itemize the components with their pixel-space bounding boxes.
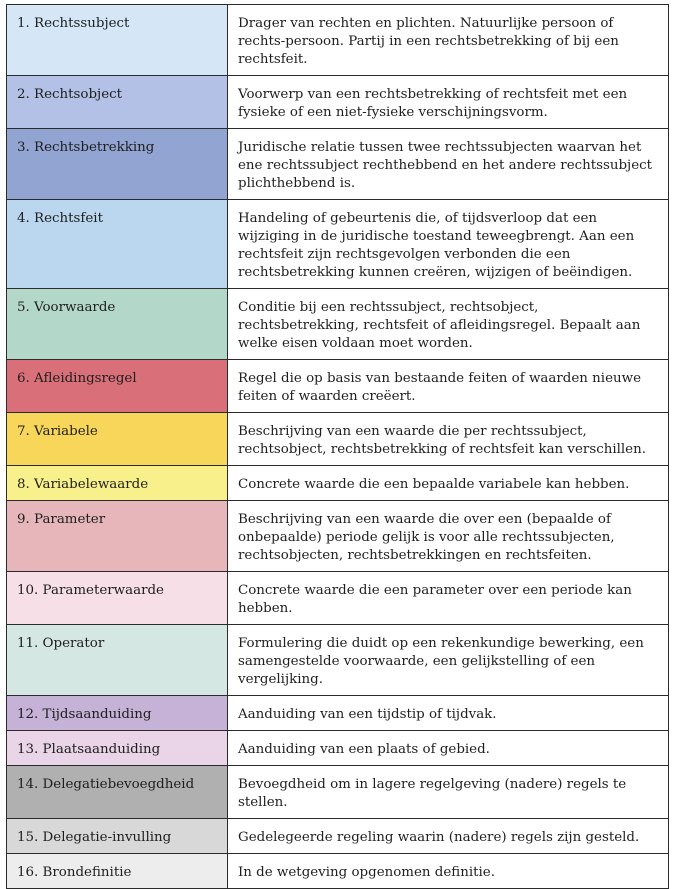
definition-cell: Bevoegdheid om in lagere regelgeving (nadere) regels te stellen. bbox=[228, 766, 669, 819]
definition-cell: Gedelegeerde regeling waarin (nadere) regels zijn gesteld. bbox=[228, 819, 669, 854]
table-row bbox=[7, 572, 669, 625]
table-row bbox=[7, 731, 669, 766]
term-cell: 16. Brondefinitie bbox=[7, 854, 228, 889]
table-row bbox=[7, 854, 669, 889]
term-cell: 9. Parameter bbox=[7, 501, 228, 572]
definition-cell: Concrete waarde die een bepaalde variabele kan hebben. bbox=[228, 466, 669, 501]
table-row bbox=[7, 766, 669, 819]
definitions-table-body bbox=[7, 5, 669, 889]
definitions-table-container bbox=[6, 4, 669, 889]
definition-cell: Conditie bij een rechtssubject, rechtsobject, rechtsbetrekking, rechtsfeit of afleidingsregel. Bepaalt aan welke eisen voldaan moet worden. bbox=[228, 289, 669, 360]
term-cell: 6. Afleidingsregel bbox=[7, 360, 228, 413]
term-cell: 10. Parameterwaarde bbox=[7, 572, 228, 625]
definition-cell: Handeling of gebeurtenis die, of tijdsverloop dat een wijziging in de juridische toestand teweegbrengt. Aan een rechtsfeit zijn rechtsgevolgen verbonden die een rechtsbetrekking kunnen creëren, wijzigen of beëindigen. bbox=[228, 200, 669, 289]
table-row bbox=[7, 413, 669, 466]
table-row bbox=[7, 466, 669, 501]
table-row bbox=[7, 625, 669, 696]
table-row bbox=[7, 129, 669, 200]
table-row bbox=[7, 501, 669, 572]
definitions-table bbox=[6, 4, 669, 889]
term-cell: 5. Voorwaarde bbox=[7, 289, 228, 360]
definition-cell: Formulering die duidt op een rekenkundige bewerking, een samengestelde voorwaarde, een gelijkstelling of een vergelijking. bbox=[228, 625, 669, 696]
definition-cell: Regel die op basis van bestaande feiten of waarden nieuwe feiten of waarden creëert. bbox=[228, 360, 669, 413]
term-cell: 4. Rechtsfeit bbox=[7, 200, 228, 289]
table-row bbox=[7, 5, 669, 76]
term-cell: 14. Delegatiebevoegdheid bbox=[7, 766, 228, 819]
definition-cell: Concrete waarde die een parameter over een periode kan hebben. bbox=[228, 572, 669, 625]
term-cell: 13. Plaatsaanduiding bbox=[7, 731, 228, 766]
term-cell: 7. Variabele bbox=[7, 413, 228, 466]
definition-cell: Juridische relatie tussen twee rechtssubjecten waarvan het ene rechtssubject rechthebbend en het andere rechtssubject plichthebbend is. bbox=[228, 129, 669, 200]
definition-cell: Aanduiding van een tijdstip of tijdvak. bbox=[228, 696, 669, 731]
table-row bbox=[7, 696, 669, 731]
table-row bbox=[7, 360, 669, 413]
definition-cell: Aanduiding van een plaats of gebied. bbox=[228, 731, 669, 766]
term-cell: 8. Variabelewaarde bbox=[7, 466, 228, 501]
definition-cell: Drager van rechten en plichten. Natuurlijke persoon of rechts-persoon. Partij in een rechtsbetrekking of bij een rechtsfeit. bbox=[228, 5, 669, 76]
definition-cell: In de wetgeving opgenomen definitie. bbox=[228, 854, 669, 889]
table-row bbox=[7, 200, 669, 289]
definition-cell: Beschrijving van een waarde die over een (bepaalde of onbepaalde) periode gelijk is voor alle rechtssubjecten, rechtsobjecten, rechtsbetrekkingen en rechtsfeiten. bbox=[228, 501, 669, 572]
term-cell: 11. Operator bbox=[7, 625, 228, 696]
term-cell: 3. Rechtsbetrekking bbox=[7, 129, 228, 200]
definition-cell: Voorwerp van een rechtsbetrekking of rechtsfeit met een fysieke of een niet-fysieke verschijningsvorm. bbox=[228, 76, 669, 129]
term-cell: 2. Rechtsobject bbox=[7, 76, 228, 129]
table-row bbox=[7, 76, 669, 129]
table-row bbox=[7, 819, 669, 854]
table-row bbox=[7, 289, 669, 360]
term-cell: 12. Tijdsaanduiding bbox=[7, 696, 228, 731]
definition-cell: Beschrijving van een waarde die per rechtssubject, rechtsobject, rechtsbetrekking of rechtsfeit kan verschillen. bbox=[228, 413, 669, 466]
term-cell: 1. Rechtssubject bbox=[7, 5, 228, 76]
term-cell: 15. Delegatie-invulling bbox=[7, 819, 228, 854]
